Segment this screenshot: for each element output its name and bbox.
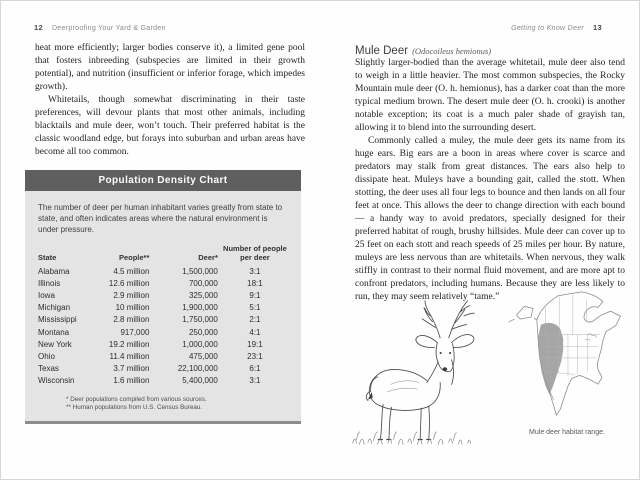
cell-state: Texas: [38, 364, 59, 374]
paragraph: heat more efficiently; larger bodies conserve it), a limited gene pool that fosters inbreeding (subspecies are limited in their growth potential), and nutrition (insufficient or inferior forage, which impedes growth).: [35, 43, 305, 92]
mule-deer-illustration: [331, 297, 517, 449]
table-row: [38, 314, 288, 326]
cell-state: Illinois: [38, 278, 61, 288]
cell-deer: 475,000: [188, 351, 218, 361]
cell-ratio: 19:1: [247, 339, 263, 349]
paragraph: Slightly larger-bodied than the average whitetail, mule deer also tend to weigh in a little heavier. The most common subspecies, the Rocky Mountain mule deer (O. h. hemionus), has a darker coat than the more typical medium brown. The desert mule deer (O. h. crooki) is another notable exception; its coat is a much paler shade of grayish tan, allowing it to blend into the surrounding desert.: [355, 58, 625, 133]
habitat-range-map: [503, 286, 631, 424]
cell-deer: 1,000,000: [182, 339, 218, 349]
deer-head: [436, 343, 454, 372]
cell-state: Ohio: [38, 351, 55, 361]
section-title-latin: (Odocoileus hemionus): [412, 46, 492, 56]
cell-state: Wisconsin: [38, 376, 75, 386]
grass-tufts: [353, 432, 471, 444]
cell-people: 2.9 million: [113, 290, 150, 300]
cell-ratio: 5:1: [249, 303, 261, 313]
left-body-text: [35, 42, 305, 159]
cell-people: 4.5 million: [113, 266, 150, 276]
cell-state: Alabama: [38, 266, 70, 276]
table-row: [38, 302, 288, 314]
table-row: [38, 350, 288, 362]
running-head-left-title: Deerproofing Your Yard & Garden: [51, 25, 166, 32]
chart-title: Population Density Chart: [25, 170, 301, 191]
cell-state: Michigan: [38, 303, 71, 313]
table-row: [38, 375, 288, 387]
population-table: [38, 244, 288, 387]
cell-deer: 325,000: [188, 290, 218, 300]
footnote: * Deer populations compiled from various sources.: [66, 395, 207, 403]
deer-antlers: [422, 301, 474, 338]
chart-body: [25, 191, 301, 421]
paragraph: Commonly called a muley, the mule deer gets its name from its huge ears. Big ears are a boon in areas where cover is scarce and predators may stalk from great distances. The ears also help to dissipate heat. Muleys have a bounding gait, called the stott. When stotting, the deer uses all four legs to bounce and then lands on all four feet at once. This allows the deer to change direction with each bound — a handy way to avoid predators, specially designed for their preferred habitat of rough, brushy hillsides. Mule deer can cover up to 25 feet on each stott and reach speeds of 25 miles per hour. By nature, muleys are less nervous than are whitetails. When nervous, they walk stiffly in contrast to their normal fluid movement, and are more apt to confront predators, including humans. Because they are less likely to run, they may seem relatively “tame.”: [355, 136, 625, 302]
map-alaska: [509, 306, 537, 322]
cell-state: Montana: [38, 327, 70, 337]
cell-deer: 1,750,000: [182, 315, 218, 325]
running-head-left: [34, 23, 166, 32]
cell-deer: 700,000: [188, 278, 218, 288]
table-header-row: [38, 244, 288, 265]
cell-ratio: 3:1: [249, 376, 261, 386]
cell-people: 2.8 million: [113, 315, 150, 325]
cell-people: 11.4 million: [109, 351, 150, 361]
cell-people: 10 million: [115, 303, 150, 313]
column-header-people: People**: [118, 253, 150, 262]
chart-bottom-rule: [25, 421, 301, 424]
cell-ratio: 2:1: [249, 315, 261, 325]
paragraph: Whitetails, though somewhat discriminating in their taste preferences, will devour plants that most other animals, including blacktails and mule deer, won’t touch. Their preferred habitat is the classic woodland edge, but forays into suburban and urban areas have become all too common.: [35, 95, 305, 157]
cell-deer: 1,500,000: [182, 266, 218, 276]
table-row: [38, 289, 288, 301]
table-row: [38, 277, 288, 289]
page-number-left: 12: [34, 23, 43, 32]
cell-people: 917,000: [120, 327, 150, 337]
cell-deer: 250,000: [188, 327, 218, 337]
cell-state: Iowa: [38, 290, 55, 300]
cell-deer: 5,400,000: [182, 376, 218, 386]
table-row: [38, 338, 288, 350]
column-header-state: State: [38, 253, 57, 262]
cell-people: 1.6 million: [113, 376, 150, 386]
cell-ratio: 3:1: [249, 266, 261, 276]
chart-intro: The number of deer per human inhabitant varies greatly from state to state, and often indicates areas where the natural environment is under pressure.: [38, 203, 283, 234]
chart-footnotes: [38, 396, 288, 413]
cell-ratio: 6:1: [249, 364, 261, 374]
cell-people: 12.6 million: [108, 278, 150, 288]
column-header-deer: Deer*: [198, 253, 218, 262]
table-row: [38, 326, 288, 338]
section-title: Mule Deer: [355, 45, 409, 57]
cell-ratio: 9:1: [249, 290, 261, 300]
map-caption: Mule deer habitat range.: [529, 429, 605, 436]
population-density-chart: [25, 170, 301, 424]
footnote: ** Human populations from U.S. Census Bureau.: [66, 404, 203, 412]
cell-deer: 22,100,000: [177, 364, 218, 374]
cell-ratio: 23:1: [247, 351, 263, 361]
cell-people: 19.2 million: [108, 339, 150, 349]
right-body-text: [355, 57, 625, 304]
cell-ratio: 18:1: [247, 278, 263, 288]
column-header-ratio: Number of people per deer: [223, 244, 287, 262]
running-head-right: [511, 23, 602, 32]
running-head-right-title: Getting to Know Deer: [511, 25, 585, 32]
cell-state: New York: [38, 339, 72, 349]
page-number-right: 13: [593, 23, 602, 32]
cell-people: 3.7 million: [113, 364, 150, 374]
deer-ears: [416, 335, 474, 348]
cell-state: Mississippi: [38, 315, 77, 325]
deer-legs: [378, 404, 430, 439]
cell-ratio: 4:1: [249, 327, 261, 337]
cell-deer: 1,900,000: [182, 303, 218, 313]
table-row: [38, 363, 288, 375]
table-row: [38, 265, 288, 277]
